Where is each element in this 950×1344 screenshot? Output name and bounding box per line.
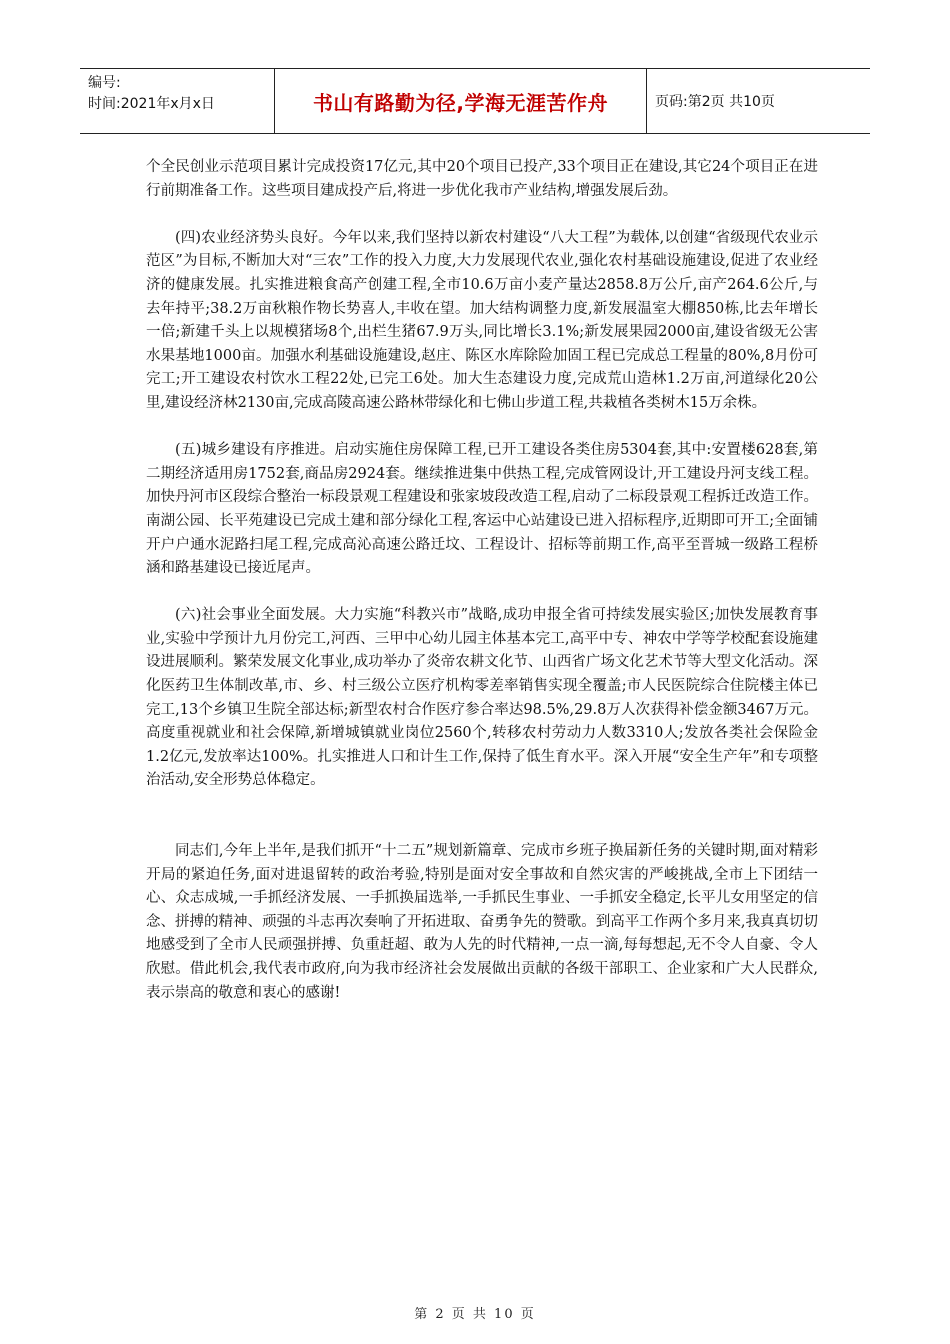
header-meta xyxy=(80,69,275,133)
page-header xyxy=(80,68,870,134)
paragraph-urban-rural: (五)城乡建设有序推进。启动实施住房保障工程,已开工建设各类住房5304套,其中:安置楼628套,第二期经济适用房1752套,商品房2924套。继续推进集中供热工程,完成管网设计,开工建设丹河支线工程。加快丹河市区段综合整治一标段景观工程建设和张家坡段改造工程,启动了二标段景观工程拆迁改造工作。南湖公园、长平苑建设已完成土建和部分绿化工程,客运中心站建设已进入招标程序,近期即可开工;全面铺开户户通水泥路扫尾工程,完成高沁高速公路迁坟、工程设计、招标等前期工作,高平至晋城一级路工程桥涵和路基建设已接近尾声。 xyxy=(146,442,818,577)
header-motto: 书山有路勤为径,学海无涯苦作舟 xyxy=(275,69,647,133)
header-page-info: 页码:第2页 共10页 xyxy=(655,94,775,110)
doc-number-label: 编号: xyxy=(88,75,121,91)
page-footer: 第 2 页 共 10 页 xyxy=(414,1307,536,1322)
time-label: 时间:2021年x月x日 xyxy=(88,96,215,112)
paragraph-agriculture: (四)农业经济势头良好。今年以来,我们坚持以新农村建设“八大工程”为载体,以创建“省级现代农业示范区”为目标,不断加大对“三农”工作的投入力度,大力发展现代农业,强化农村基础设施建设,促进了农业经济的健康发展。扎实推进粮食高产创建工程,全市10.6万亩小麦产量达2858.8万公斤,亩产264.6公斤,与去年持平;38.2万亩秋粮作物长势喜人,丰收在望。加大结构调整力度,新发展温室大棚850栋,比去年增长一倍;新建千头上以规模猪场8个,出栏生猪67.9万头,同比增长3.1%;新发展果园2000亩,建设省级无公害水果基地1000亩。加强水利基础设施建设,赵庄、陈区水库除险加固工程已完成总工程量的80%,8月份可完工;开工建设农村饮水工程22处,已完工6处。加大生态建设力度,完成荒山造林1.2万亩,河道绿化20公里,建设经济林2130亩,完成高陵高速公路林带绿化和七佛山步道工程,共栽植各类树木15万余株。 xyxy=(146,229,818,411)
paragraph-social: (六)社会事业全面发展。大力实施“科教兴市”战略,成功申报全省可持续发展实验区;加快发展教育事业,实验中学预计九月份完工,河西、三甲中心幼儿园主体基本完工,高平中专、神农中学等学校配套设施建设进展顺利。繁荣发展文化事业,成功举办了炎帝农耕文化节、山西省广场文化艺术节等大型文化活动。深化医药卫生体制改革,市、乡、村三级公立医疗机构零差率销售实现全覆盖;市人民医院综合住院楼主体已完工,13个乡镇卫生院全部达标;新型农村合作医疗参合率达98.5%,29.8万人次获得补偿金额3467万元。高度重视就业和社会保障,新增城镇就业岗位2560个,转移农村劳动力人数3310人;发放各类社会保险金1.2亿元,发放率达100%。扎实推进人口和计生工作,保持了低生育水平。深入开展“安全生产年”和专项整治活动,安全形势总体稳定。 xyxy=(146,607,818,789)
paragraph-continuation: 个全民创业示范项目累计完成投资17亿元,其中20个项目已投产,33个项目正在建设,其它24个项目正在进行前期准备工作。这些项目建成投产后,将进一步优化我市产业结构,增强发展后劲。 xyxy=(146,159,818,199)
paragraph-comrades: 同志们,今年上半年,是我们抓开“十二五”规划新篇章、完成市乡班子换届新任务的关键时期,面对精彩开局的紧迫任务,面对进退留转的政治考验,特别是面对安全事故和自然灾害的严峻挑战,全市上下团结一心、众志成城,一手抓经济发展、一手抓换届选举,一手抓民生事业、一手抓安全稳定,长平儿女用坚定的信念、拼搏的精神、顽强的斗志再次奏响了开拓进取、奋勇争先的赞歌。到高平工作两个多月来,我真真切切地感受到了全市人民顽强拼搏、负重赶超、敢为人先的时代精神,一点一滴,每每想起,无不令人自豪、令人欣慰。借此机会,我代表市政府,向为我市经济社会发展做出贡献的各级干部职工、企业家和广大人民群众,表示崇高的敬意和衷心的感谢! xyxy=(146,843,818,1001)
document-body xyxy=(146,156,818,1005)
